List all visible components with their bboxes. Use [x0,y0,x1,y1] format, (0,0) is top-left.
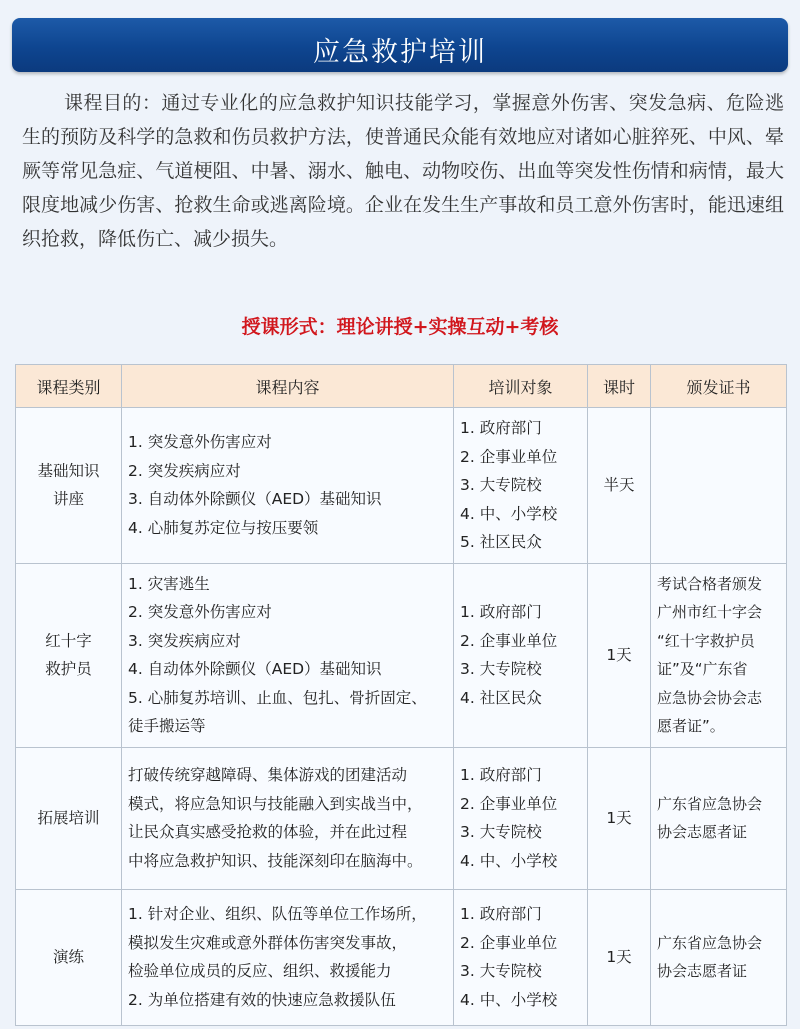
cell-content-line: 1. 灾害逃生 [128,574,210,593]
cell-audience-line: 1. 政府部门 [460,905,542,923]
cell-audience-line: 1. 政府部门 [460,419,542,437]
cell-content [122,563,454,747]
cell-category [16,563,122,747]
cell-content [122,747,454,889]
cell-content-line: 4. 自动体外除颤仪（AED）基础知识 [128,660,382,678]
cell-audience [454,889,588,1025]
cell-category [16,408,122,564]
cell-category-line: 演练 [52,947,84,966]
cell-audience-line: 1. 政府部门 [460,603,542,621]
cell-audience-line: 1. 政府部门 [460,766,542,784]
cell-content-line: 2. 突发意外伤害应对 [128,603,272,621]
cell-certificate [651,563,787,747]
cell-audience-line: 4. 中、小学校 [460,504,558,523]
cell-content [122,408,454,564]
cell-certificate-line: 协会志愿者证 [657,962,748,980]
cell-category-line: 讲座 [52,490,84,509]
cell-certificate-line: 广东省应急协会 [657,933,763,952]
cell-category-line: 基础知识 [37,461,100,480]
cell-certificate-line: “红十字救护员 [657,631,755,650]
cell-content-line: 3. 突发疾病应对 [128,631,241,650]
cell-certificate [651,747,787,889]
cell-audience-line: 2. 企事业单位 [460,631,558,650]
header-audience: 培训对象 [454,365,588,408]
cell-audience-line: 3. 大专院校 [460,660,542,678]
cell-certificate-line: 证”及“广东省 [657,660,748,678]
cell-content-line: 模拟发生灾难或意外群体伤害突发事故， [128,933,408,952]
cell-content-line: 打破传统穿越障碍、集体游戏的团建活动 [128,766,408,784]
cell-content-line: 2. 突发疾病应对 [128,461,241,480]
cell-certificate-line: 协会志愿者证 [657,823,748,841]
cell-content-line: 模式，将应急知识与技能融入到实战当中， [128,794,423,813]
cell-category [16,889,122,1025]
table-header-row [16,365,787,408]
cell-audience-line: 4. 中、小学校 [460,851,558,870]
cell-content-line: 让民众真实感受抢救的体验，并在此过程 [128,823,408,841]
cell-content-line: 5. 心肺复苏培训、止血、包扎、骨折固定、 [128,688,427,707]
cell-content-line: 4. 心肺复苏定位与按压要领 [128,518,319,537]
cell-content-line: 1. 突发意外伤害应对 [128,433,272,452]
cell-certificate [651,889,787,1025]
header-category: 课程类别 [16,365,122,408]
table-row [16,408,787,564]
cell-hours: 1天 [588,889,651,1025]
cell-certificate-line: 广东省应急协会 [657,794,763,813]
cell-hours: 半天 [588,408,651,564]
cell-audience-line: 5. 社区民众 [460,533,542,551]
cell-audience-line: 3. 大专院校 [460,962,542,980]
cell-audience [454,408,588,564]
header-certificate: 颁发证书 [651,365,787,408]
cell-category-line: 救护员 [45,660,92,678]
cell-content-line: 1. 针对企业、组织、队伍等单位工作场所， [128,905,427,923]
table-row [16,563,787,747]
cell-category-line: 拓展培训 [37,808,100,827]
cell-category-line: 红十字 [45,631,92,650]
cell-certificate-line: 考试合格者颁发 [657,574,763,593]
cell-content-line: 3. 自动体外除颤仪（AED）基础知识 [128,490,382,509]
table-row [16,889,787,1025]
cell-content [122,889,454,1025]
cell-certificate-line: 应急协会协会志 [657,688,763,707]
cell-content-line: 中将应急救护知识、技能深刻印在脑海中。 [128,851,423,870]
course-objective-paragraph: 课程目的：通过专业化的应急救护知识技能学习，掌握意外伤害、突发急病、危险逃生的预防及科学的急救和伤员救护方法，使普通民众能有效地应对诸如心脏猝死、中风、晕厥等常见急症、气道梗阻、中暑、溺水、触电、动物咬伤、出血等突发性伤情和病情，最大限度地减少伤害、抢救生命或逃离险境。企业在发生生产事故和员工意外伤害时，能迅速组织抢救，降低伤亡、减少损失。 [22,92,784,250]
cell-content-line: 2. 为单位搭建有效的快速应急救援队伍 [128,990,396,1009]
cell-audience [454,563,588,747]
cell-audience-line: 2. 企事业单位 [460,794,558,813]
cell-category [16,747,122,889]
cell-content-line: 检验单位成员的反应、组织、救援能力 [128,962,392,980]
cell-audience-line: 4. 中、小学校 [460,990,558,1009]
cell-content-line: 徒手搬运等 [128,717,206,735]
cell-certificate-line: 广州市红十字会 [657,603,763,621]
header-content: 课程内容 [122,365,454,408]
cell-audience-line: 3. 大专院校 [460,476,542,494]
teaching-format: 授课形式：理论讲授+实操互动+考核 [241,316,559,338]
header-hours: 课时 [588,365,651,408]
cell-hours: 1天 [588,747,651,889]
cell-certificate-line: 愿者证”。 [657,717,725,735]
cell-certificate [651,408,787,564]
course-table [15,364,787,1026]
cell-audience-line: 2. 企事业单位 [460,447,558,466]
cell-audience-line: 4. 社区民众 [460,688,542,707]
table-row [16,747,787,889]
cell-audience-line: 2. 企事业单位 [460,933,558,952]
cell-audience [454,747,588,889]
title-banner [12,18,788,72]
cell-hours: 1天 [588,563,651,747]
page-title: 应急救护培训 [313,37,487,68]
cell-audience-line: 3. 大专院校 [460,823,542,841]
